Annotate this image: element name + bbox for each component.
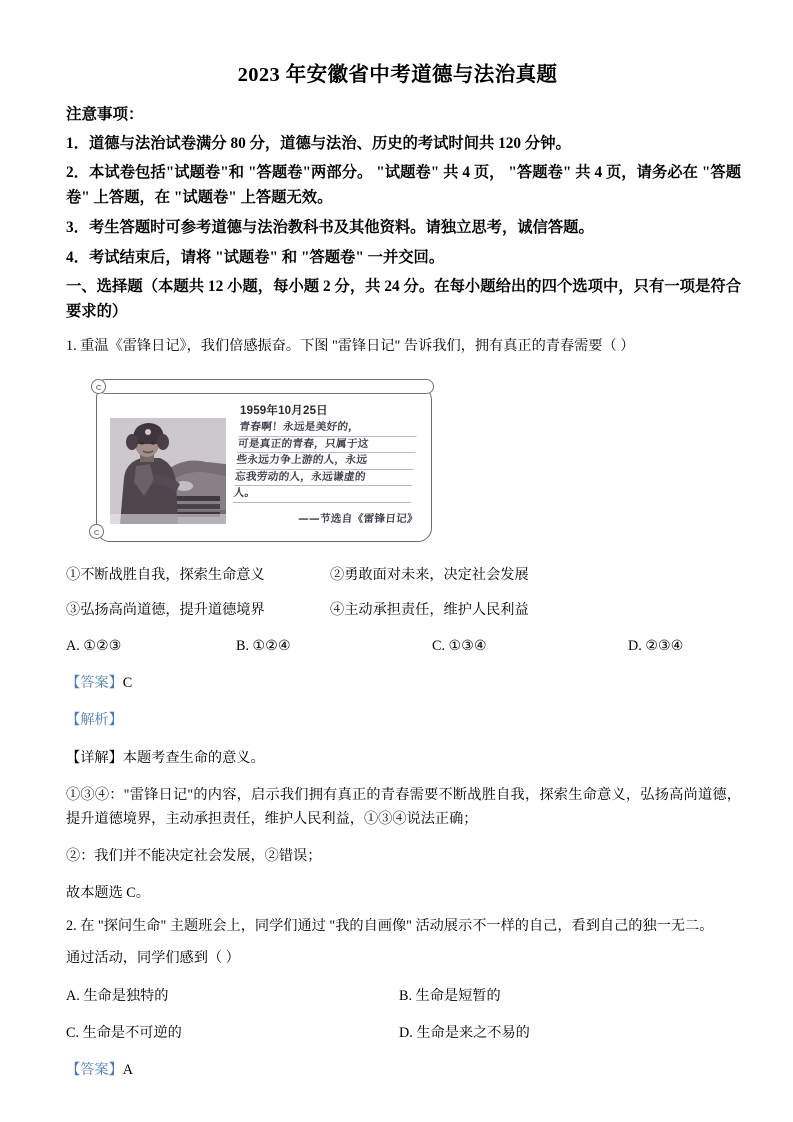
diary-line-2: 可是真正的青春，只属于这 bbox=[237, 436, 416, 453]
scroll-curl-top-left-icon bbox=[91, 379, 106, 394]
scroll-top-bar bbox=[98, 379, 434, 394]
question-2-choice-a[interactable]: A. 生命是独特的 bbox=[66, 987, 169, 1004]
section-one-heading: 一、选择题（本题共 12 小题，每小题 2 分，共 24 分。在每小题给出的四个选项中，只有一项是符合要求的） bbox=[66, 278, 741, 321]
notice-item-2: 2．本试卷包括"试题卷"和 "答题卷"两部分。 "试题卷" 共 4 页， "答题卷" 共 4 页，请务必在 "答题卷" 上答题，在 "试题卷" 上答题无效。 bbox=[66, 164, 741, 207]
question-1-explanation-3: 故本题选 C。 bbox=[66, 885, 150, 902]
question-1-statements-row-2 bbox=[66, 598, 741, 622]
answer-value: C bbox=[122, 675, 133, 692]
question-1-stem: 1. 重温《雷锋日记》，我们倍感振奋。下图 "雷锋日记" 告诉我们，拥有真正的青春需要（ ） bbox=[66, 338, 635, 355]
notice-item-1: 1．道德与法治试卷满分 80 分，道德与法治、历史的考试时间共 120 分钟。 bbox=[66, 134, 571, 152]
question-2-choice-d[interactable]: D. 生命是来之不易的 bbox=[399, 1025, 530, 1042]
diary-line-5: 人。 bbox=[233, 486, 412, 503]
question-1-explanation-1: ①③④："雷锋日记"的内容，启示我们拥有真正的青春需要不断战胜自我，探索生命意义，弘扬高尚道德，提升道德境界，主动承担责任，维护人民利益，①③④说法正确； bbox=[66, 786, 741, 827]
scroll-banner bbox=[88, 376, 440, 552]
diary-line-4: 忘我劳动的人，永远谦虚的 bbox=[234, 469, 413, 486]
detail-label: 【详解】 bbox=[66, 749, 123, 766]
question-1-choice-d[interactable]: D. ②③④ bbox=[628, 638, 684, 655]
detail-intro: 本题考查生命的意义。 bbox=[122, 749, 265, 766]
diary-line-3: 些永远力争上游的人，永远 bbox=[236, 453, 415, 470]
notice-item-3: 3．考生答题时可参考道德与法治教科书及其他资料。请独立思考，诚信答题。 bbox=[66, 218, 594, 236]
question-1-statement-1: ①不断战胜自我，探索生命意义 bbox=[66, 566, 265, 583]
question-1-statements-row-1 bbox=[66, 563, 741, 587]
diary-line-1: 青春啊！永远是美好的， bbox=[239, 420, 418, 437]
diary-source: ——节选自《雷锋日记》 bbox=[297, 513, 419, 526]
question-1-choice-b[interactable]: B. ①②④ bbox=[236, 638, 291, 655]
answer-value: A bbox=[122, 1062, 134, 1079]
question-1-statement-4: ④主动承担责任，维护人民利益 bbox=[330, 602, 529, 618]
diary-excerpt bbox=[233, 402, 419, 527]
question-2-answer bbox=[66, 1058, 741, 1082]
scroll-curl-bottom-left-icon bbox=[89, 524, 104, 539]
question-2-stem: 2. 在 "探问生命" 主题班会上，同学们通过 "我的自画像" 活动展示不一样的自己，看到自己的独一无二。 bbox=[66, 918, 714, 935]
question-2-choice-b[interactable]: B. 生命是短暂的 bbox=[399, 987, 501, 1004]
question-1-analysis-label bbox=[66, 708, 741, 732]
question-1-choice-c[interactable]: C. ①③④ bbox=[432, 638, 487, 655]
lei-feng-photo bbox=[110, 418, 226, 524]
diary-text bbox=[233, 420, 418, 503]
question-2-choices-row-1 bbox=[66, 984, 741, 1008]
question-2-choice-c[interactable]: C. 生命是不可逆的 bbox=[66, 1025, 182, 1042]
notice-item-4: 4．考试结束后，请将 "试题卷" 和 "答题卷" 一并交回。 bbox=[66, 248, 445, 266]
question-1-detail bbox=[66, 746, 741, 770]
answer-label: 【答案】 bbox=[66, 675, 123, 692]
diary-date: 1959年10月25日 bbox=[240, 404, 328, 417]
question-1-figure bbox=[88, 376, 440, 552]
question-1-statement-3: ③弘扬高尚道德，提升道德境界 bbox=[66, 602, 265, 618]
question-2-stem-continued: 通过活动，同学们感到（ ） bbox=[66, 950, 240, 967]
notice-heading: 注意事项： bbox=[66, 105, 144, 123]
page-title: 2023 年安徽省中考道德与法治真题 bbox=[237, 64, 558, 86]
question-1-answer bbox=[66, 671, 741, 695]
question-1-statement-2: ②勇敢面对未来，决定社会发展 bbox=[330, 566, 529, 583]
question-1-explanation-2: ②：我们并不能决定社会发展，②错误； bbox=[66, 847, 322, 864]
analysis-label: 【解析】 bbox=[66, 712, 123, 729]
answer-label: 【答案】 bbox=[66, 1062, 123, 1079]
question-1-choices bbox=[66, 634, 741, 658]
question-2-choices-row-2 bbox=[66, 1021, 741, 1045]
question-1-choice-a[interactable]: A. ①②③ bbox=[66, 638, 122, 655]
